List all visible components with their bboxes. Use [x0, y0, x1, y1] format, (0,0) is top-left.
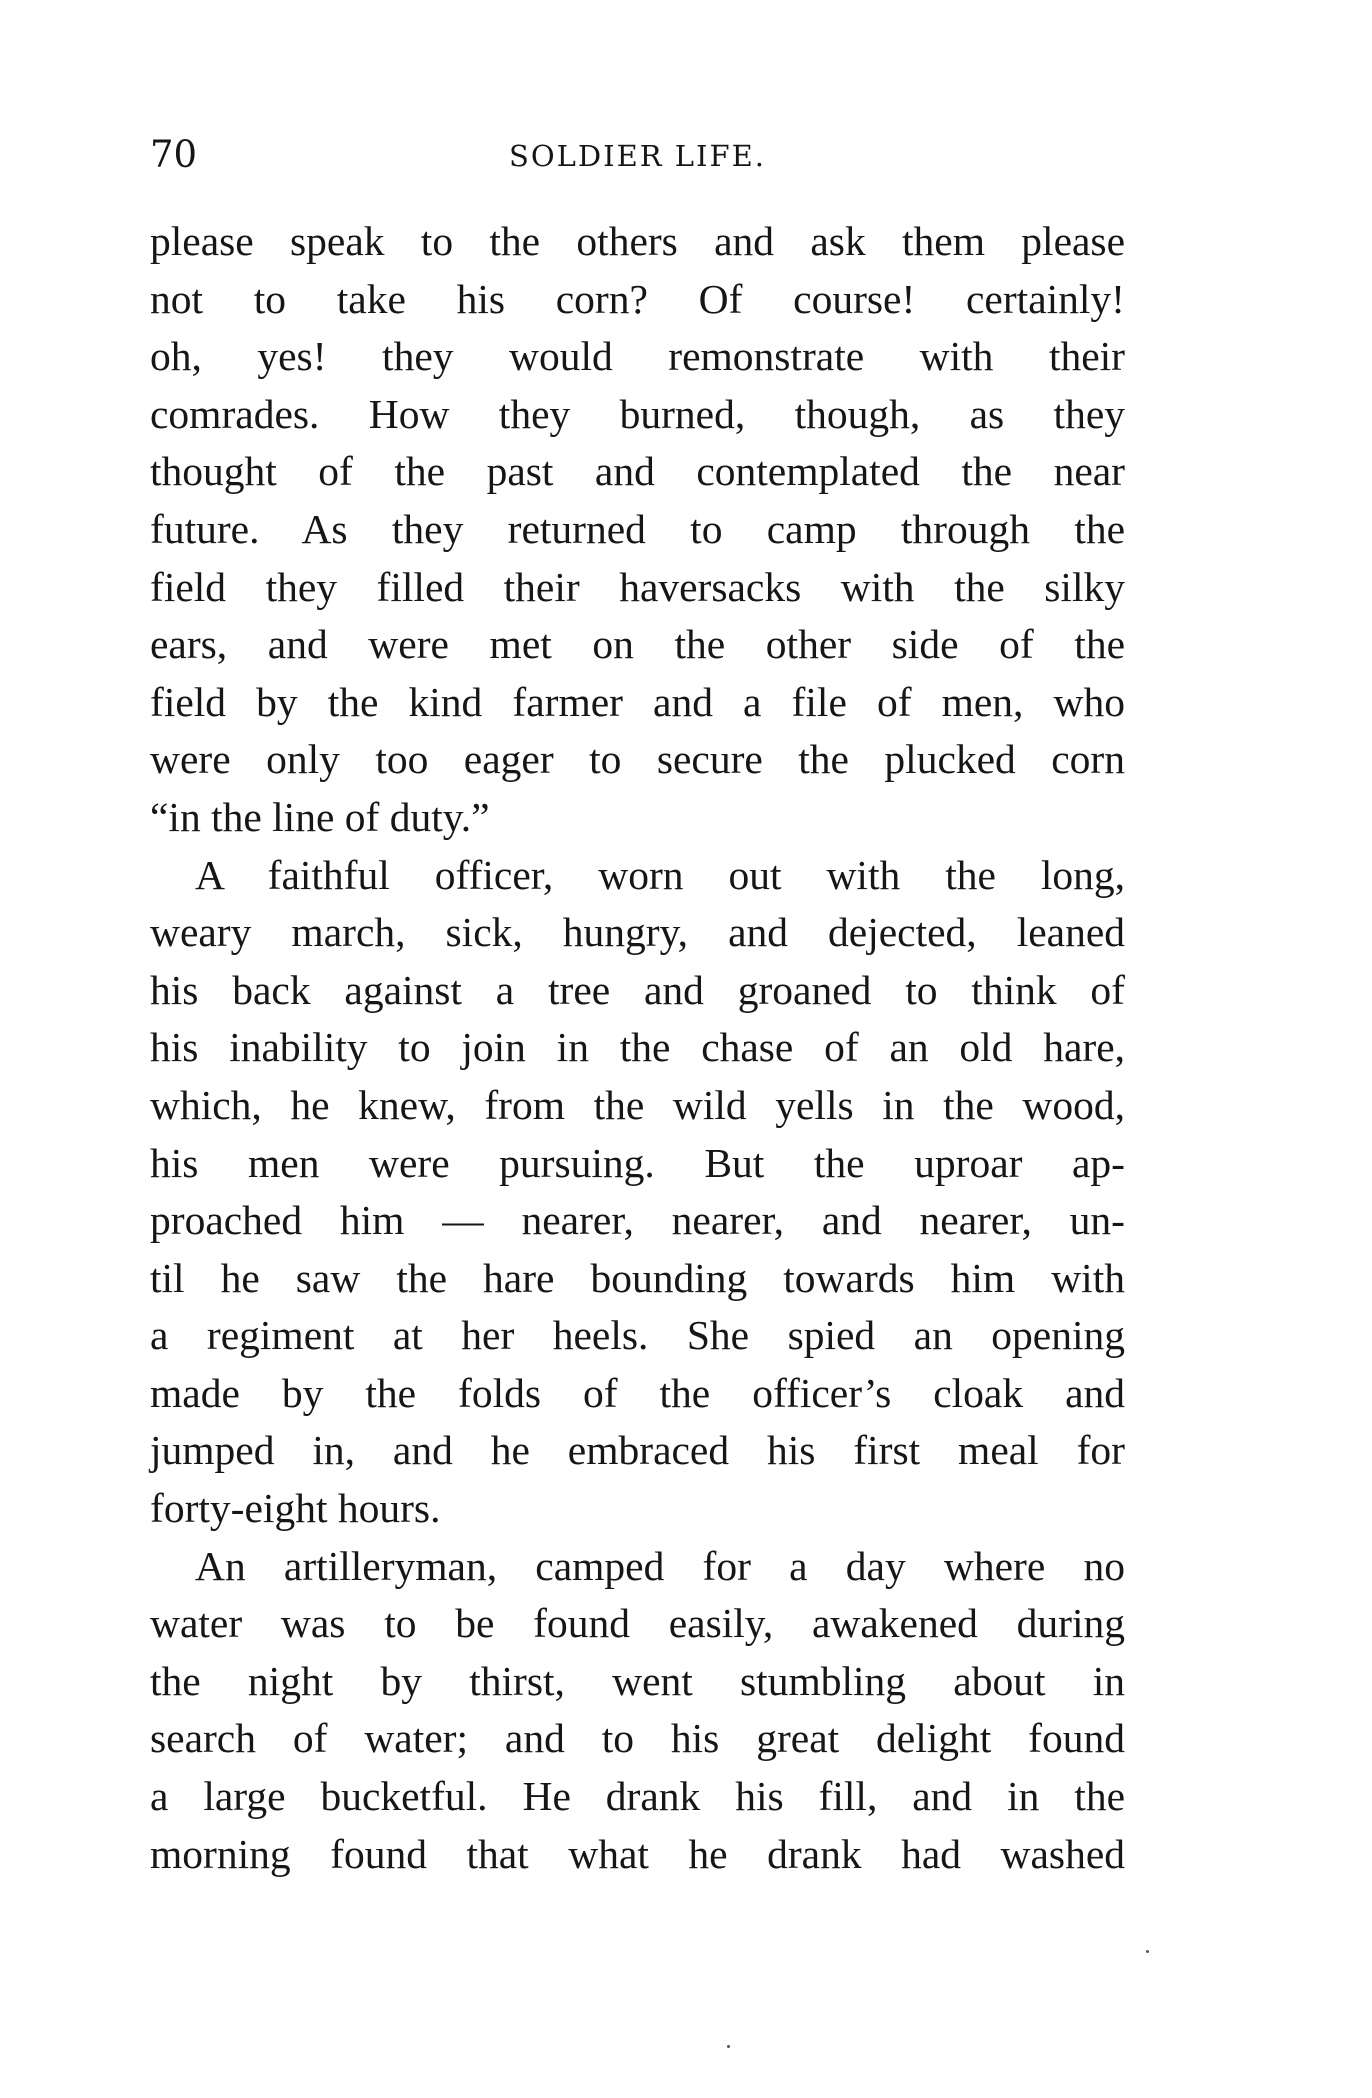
text-line: please speak to the others and ask them please: [150, 218, 1125, 264]
text-line: forty-eight hours.: [150, 1485, 441, 1532]
text-line: future. As they returned to camp through the: [150, 505, 1125, 552]
text-line: til he saw the hare bounding towards him with: [150, 1254, 1125, 1301]
scan-speck: [1146, 1950, 1149, 1953]
text-line: the night by thirst, went stumbling about in: [150, 1657, 1125, 1704]
text-line: comrades. How they burned, though, as they: [150, 390, 1125, 437]
text-line: a large bucketful. He drank his fill, and in the: [150, 1773, 1125, 1820]
page-number: 70: [150, 133, 198, 176]
scan-speck: [727, 2045, 730, 2048]
text-line: thought of the past and contemplated the near: [150, 448, 1125, 495]
text-line: morning found that what he drank had washed: [150, 1830, 1125, 1877]
text-line: weary march, sick, hungry, and dejected, leaned: [150, 909, 1125, 956]
text-line: field they filled their haversacks with the silky: [150, 563, 1125, 610]
text-line: not to take his corn? Of course! certainly!: [150, 275, 1125, 322]
text-line: jumped in, and he embraced his first meal for: [150, 1427, 1125, 1474]
text-line: ears, and were met on the other side of the: [150, 621, 1125, 668]
text-line: oh, yes! they would remonstrate with their: [150, 333, 1125, 380]
text-line: were only too eager to secure the plucked corn: [150, 736, 1125, 783]
text-line: which, he knew, from the wild yells in the wood,: [150, 1081, 1125, 1128]
page-header: [150, 130, 1125, 180]
text-line: proached him — nearer, nearer, and nearer, un-: [150, 1197, 1125, 1244]
text-line: search of water; and to his great delight found: [150, 1715, 1125, 1762]
text-line: field by the kind farmer and a file of men, who: [150, 678, 1125, 725]
text-line: water was to be found easily, awakened during: [150, 1600, 1125, 1647]
paragraph-first-line: An artilleryman, camped for a day where no: [195, 1542, 1125, 1589]
text-line: his men were pursuing. But the uproar ap-: [150, 1139, 1125, 1186]
body-text: [150, 213, 1125, 1883]
running-head: SOLDIER LIFE.: [508, 139, 767, 173]
text-line: his inability to join in the chase of an old hare,: [150, 1024, 1125, 1071]
text-line: his back against a tree and groaned to think of: [150, 966, 1125, 1013]
paragraph-first-line: A faithful officer, worn out with the long,: [195, 851, 1125, 898]
text-line: “in the line of duty.”: [150, 793, 490, 840]
text-line: a regiment at her heels. She spied an opening: [150, 1312, 1125, 1359]
text-line: made by the folds of the officer’s cloak and: [150, 1369, 1125, 1416]
